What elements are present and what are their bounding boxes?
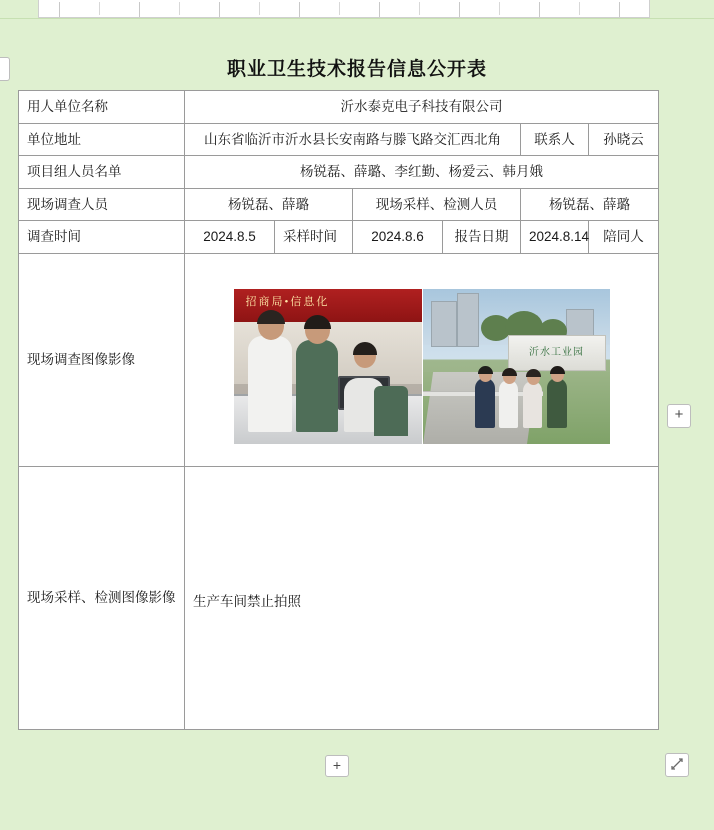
person-hair xyxy=(478,366,493,374)
person-hair xyxy=(353,342,377,355)
no-photo-note: 生产车间禁止拍照 xyxy=(193,594,301,610)
person-figure xyxy=(475,378,495,428)
person-hair xyxy=(502,368,517,376)
table-row xyxy=(19,188,659,221)
person-figure xyxy=(296,340,338,432)
person-figure xyxy=(523,381,542,428)
person-hair xyxy=(304,315,331,329)
chair-shape xyxy=(374,386,408,436)
cell-label-survey-date[interactable]: 调查时间 xyxy=(19,221,185,254)
cell-label-sampling-staff[interactable]: 现场采样、检测人员 xyxy=(353,188,521,221)
horizontal-ruler xyxy=(38,0,650,18)
table-row xyxy=(19,466,659,729)
person-hair xyxy=(550,366,565,374)
cell-label-survey-images[interactable]: 现场调查图像影像 xyxy=(19,253,185,466)
table-row xyxy=(19,156,659,189)
cell-value-survey-staff[interactable]: 杨锐磊、薛璐 xyxy=(185,188,353,221)
person-figure xyxy=(248,336,292,432)
building-shape xyxy=(457,293,479,347)
resize-icon xyxy=(670,757,684,771)
cell-value-contact-person[interactable]: 孙晓云 xyxy=(589,123,659,156)
table-row xyxy=(19,123,659,156)
report-table xyxy=(18,90,659,730)
table-row xyxy=(19,221,659,254)
cell-label-survey-staff[interactable]: 现场调查人员 xyxy=(19,188,185,221)
add-row-button[interactable]: + xyxy=(325,755,349,777)
site-survey-photo-outdoor[interactable] xyxy=(423,289,610,444)
resize-handle[interactable] xyxy=(665,753,689,777)
cell-value-report-date[interactable]: 2024.8.14 xyxy=(521,221,589,254)
add-column-button[interactable]: + xyxy=(667,404,691,428)
site-survey-photo-indoor[interactable] xyxy=(234,289,422,444)
table-row xyxy=(19,91,659,124)
park-sign-text: 沂水工业园 xyxy=(529,347,585,359)
cell-value-company-name[interactable]: 沂水泰克电子科技有限公司 xyxy=(185,91,659,124)
person-hair xyxy=(526,369,541,377)
cell-label-accompanying-person[interactable]: 陪同人 xyxy=(589,221,659,254)
cell-value-address[interactable]: 山东省临沂市沂水县长安南路与滕飞路交汇西北角 xyxy=(185,123,521,156)
cell-value-project-team[interactable]: 杨锐磊、薛璐、李红勤、杨爱云、韩月娥 xyxy=(185,156,659,189)
person-figure xyxy=(547,378,567,428)
cell-value-sampling-staff[interactable]: 杨锐磊、薛璐 xyxy=(521,188,659,221)
cell-label-sampling-images[interactable]: 现场采样、检测图像影像 xyxy=(19,466,185,729)
cell-label-report-date[interactable]: 报告日期 xyxy=(443,221,521,254)
photo-banner-text: 招商局•信息化 xyxy=(245,296,330,309)
photo-strip xyxy=(234,289,610,444)
cell-value-sampling-date[interactable]: 2024.8.6 xyxy=(353,221,443,254)
cell-label-sampling-date[interactable]: 采样时间 xyxy=(275,221,353,254)
building-shape xyxy=(431,301,457,347)
page-title: 职业卫生技术报告信息公开表 xyxy=(226,59,487,80)
cell-value-sampling-images[interactable] xyxy=(185,466,659,729)
cell-label-contact-person[interactable]: 联系人 xyxy=(521,123,589,156)
table-row xyxy=(19,253,659,466)
ruler-strip xyxy=(0,0,714,19)
cell-value-survey-date[interactable]: 2024.8.5 xyxy=(185,221,275,254)
person-figure xyxy=(499,380,518,428)
cell-label-project-team[interactable]: 项目组人员名单 xyxy=(19,156,185,189)
cell-label-address[interactable]: 单位地址 xyxy=(19,123,185,156)
cell-value-survey-images[interactable] xyxy=(185,253,659,466)
cell-label-company-name[interactable]: 用人单位名称 xyxy=(19,91,185,124)
